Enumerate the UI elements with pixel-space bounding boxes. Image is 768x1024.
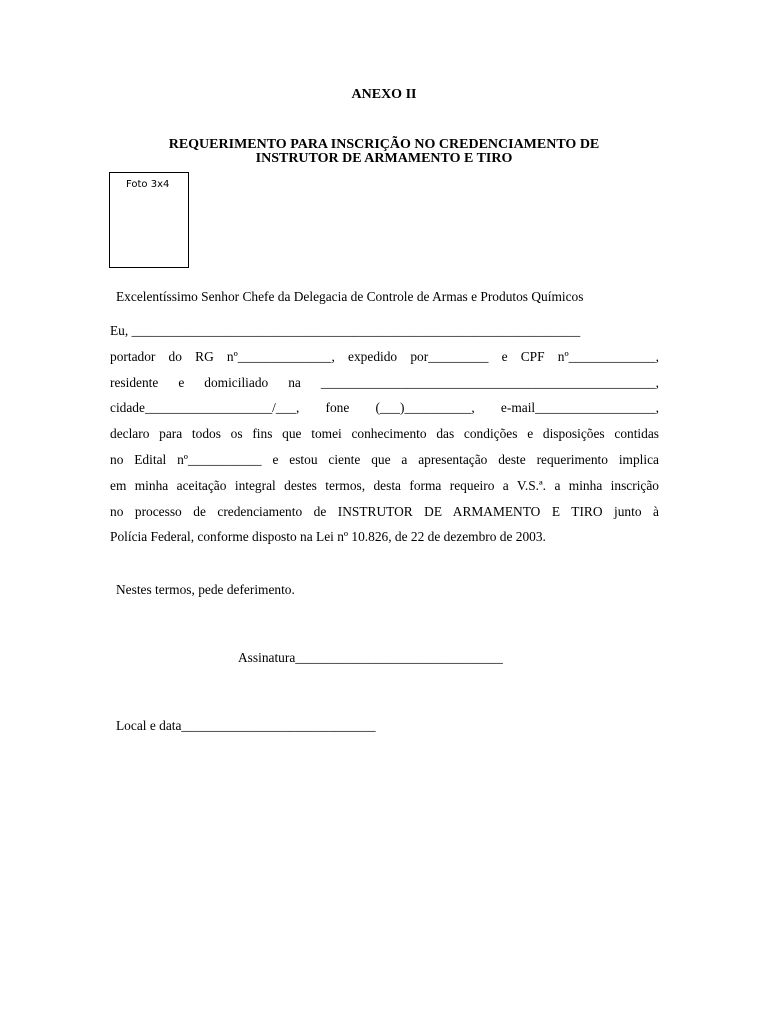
body-line-law: Polícia Federal, conforme disposto na Lei nº 10.826, de 22 de dezembro de 2003. (110, 529, 546, 545)
salutation: Excelentíssimo Senhor Chefe da Delegacia de Controle de Armas e Produtos Químicos (116, 289, 584, 304)
annex-title: ANEXO II (351, 87, 417, 102)
body-line-acceptance: em minha aceitação integral destes termos, desta forma requeiro a V.S.ª. a minha inscrição (110, 477, 659, 493)
form-title-line-2: INSTRUTOR DE ARMAMENTO E TIRO (255, 151, 513, 166)
photo-label: Foto 3x4 (126, 179, 170, 190)
body-line-documents: portador do RG nº______________, expedido por_________ e CPF nº_____________, (110, 348, 659, 364)
signature-line: Assinatura_______________________________ (238, 650, 503, 665)
body-line-declaration: declaro para todos os fins que tomei conhecimento das condições e disposições contidas (110, 426, 659, 442)
form-title-line-1: REQUERIMENTO PARA INSCRIÇÃO NO CREDENCIAMENTO DE (168, 137, 600, 152)
form-body (110, 318, 659, 550)
closing-text: Nestes termos, pede deferimento. (116, 582, 295, 597)
body-line-process: no processo de credenciamento de INSTRUTOR DE ARMAMENTO E TIRO junto à (110, 503, 659, 519)
local-date-line: Local e data_____________________________ (116, 718, 376, 733)
form-title (0, 138, 768, 166)
body-line-edital: no Edital nº___________ e estou ciente que a apresentação deste requerimento implica (110, 451, 659, 467)
photo-placeholder (109, 172, 189, 268)
body-line-name: Eu, ___________________________________________________________________ (110, 323, 581, 338)
body-line-address: residente e domiciliado na __________________________________________________, (110, 374, 659, 390)
body-line-contact: cidade___________________/___, fone (___)__________, e-mail__________________, (110, 400, 659, 416)
